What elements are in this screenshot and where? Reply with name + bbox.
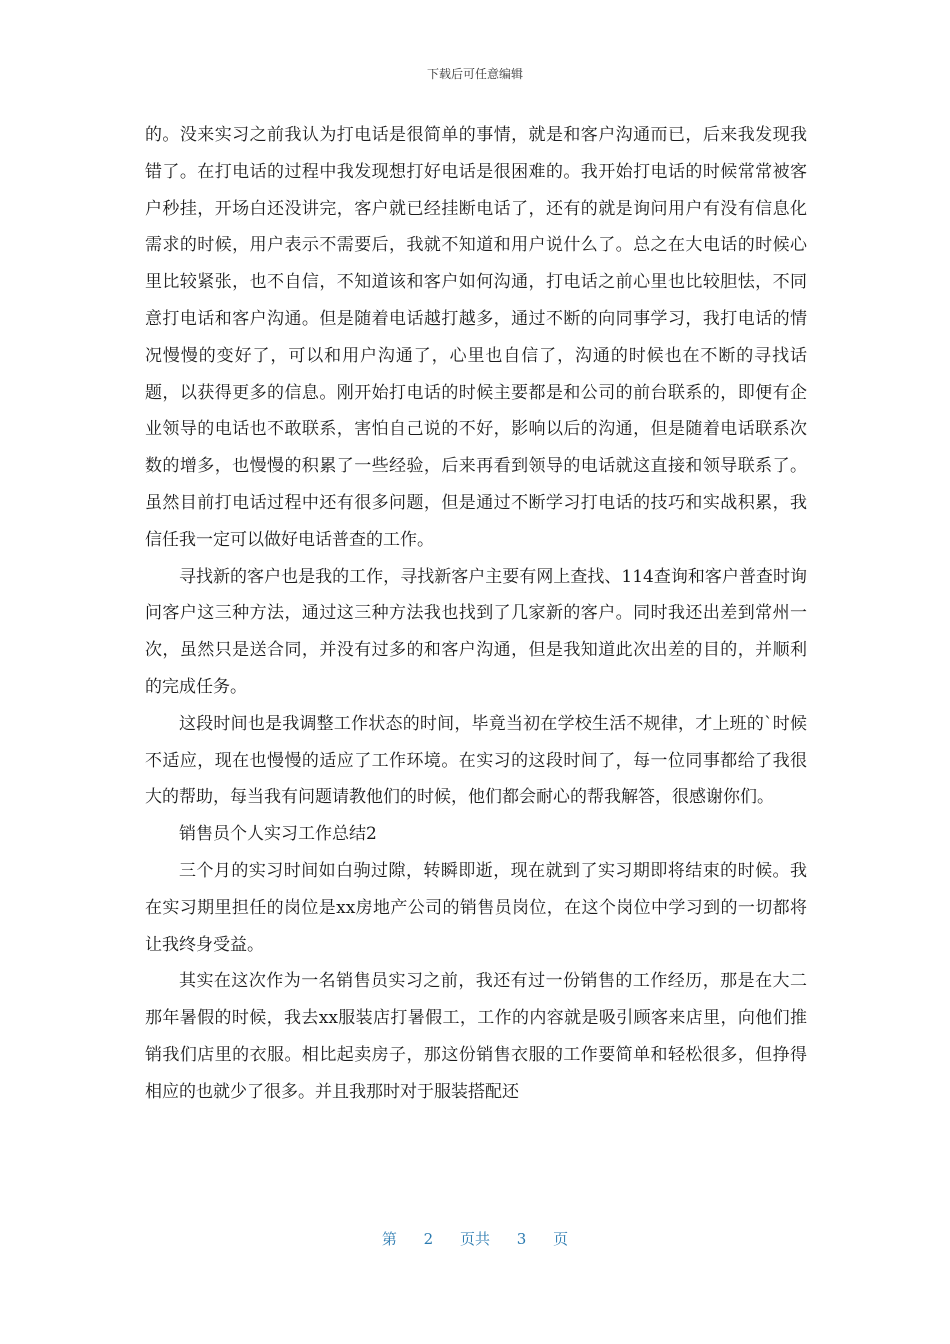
section-heading: 销售员个人实习工作总结2: [179, 824, 377, 845]
paragraph-5: 其实在这次作为一名销售员实习之前，我还有过一份销售的工作经历，那是在大二那年暑假的时候，我去xx服装店打暑假工，工作的内容就是吸引顾客来店里，向他们推销我们店里的衣服。相比起卖房子，那这份销售衣服的工作要简单和轻松很多，但挣得相应的也就少了很多。并且我那时对于服装搭配还: [145, 971, 807, 1102]
page-footer: [0, 1229, 950, 1249]
document-body: [145, 117, 807, 1111]
paragraph-1: 的。没来实习之前我认为打电话是很简单的事情，就是和客户沟通而已，后来我发现我错了。在打电话的过程中我发现想打好电话是很困难的。我开始打电话的时候常常被客户秒挂，开场白还没讲完，客户就已经挂断电话了，还有的就是询问用户有没有信息化需求的时候，用户表示不需要后，我就不知道和用户说什么了。总之在大电话的时候心里比较紧张，也不自信，不知道该和客户如何沟通，打电话之前心里也比较胆怯，不同意打电话和客户沟通。但是随着电话越打越多，通过不断的向同事学习，我打电话的情况慢慢的变好了，可以和用户沟通了，心里也自信了，沟通的时候也在不断的寻找话题，以获得更多的信息。刚开始打电话的时候主要都是和公司的前台联系的，即便有企业领导的电话也不敢联系，害怕自己说的不好，影响以后的沟通，但是随着电话联系次数的增多，也慢慢的积累了一些经验，后来再看到领导的电话就这直接和领导联系了。虽然目前打电话过程中还有很多问题，但是通过不断学习打电话的技巧和实战积累，我信任我一定可以做好电话普查的工作。: [145, 125, 807, 550]
current-page-number: 2: [423, 1230, 434, 1248]
paragraph-3: 这段时间也是我调整工作状态的时间，毕竟当初在学校生活不规律，才上班的`时候不适应，现在也慢慢的适应了工作环境。在实习的这段时间了，每一位同事都给了我很大的帮助，每当我有问题请教他们的时候，他们都会耐心的帮我解答，很感谢你们。: [145, 713, 807, 808]
paragraph-4: 三个月的实习时间如白驹过隙，转瞬即逝，现在就到了实习期即将结束的时候。我在实习期里担任的岗位是xx房地产公司的销售员岗位，在这个岗位中学习到的一切都将让我终身受益。: [145, 860, 807, 955]
paragraph-2: 寻找新的客户也是我的工作，寻找新客户主要有网上查找、114查询和客户普查时询问客户这三种方法，通过这三种方法我也找到了几家新的客户。同时我还出差到常州一次，虽然只是送合同，并没有过多的和客户沟通，但是我知道此次出差的目的，并顺利的完成任务。: [145, 566, 807, 697]
page-middle: 页共: [459, 1230, 490, 1248]
total-pages-number: 3: [516, 1230, 527, 1248]
page-header: 下载后可任意编辑: [426, 67, 523, 81]
page-prefix: 第: [381, 1230, 397, 1248]
page-suffix: 页: [553, 1230, 569, 1248]
